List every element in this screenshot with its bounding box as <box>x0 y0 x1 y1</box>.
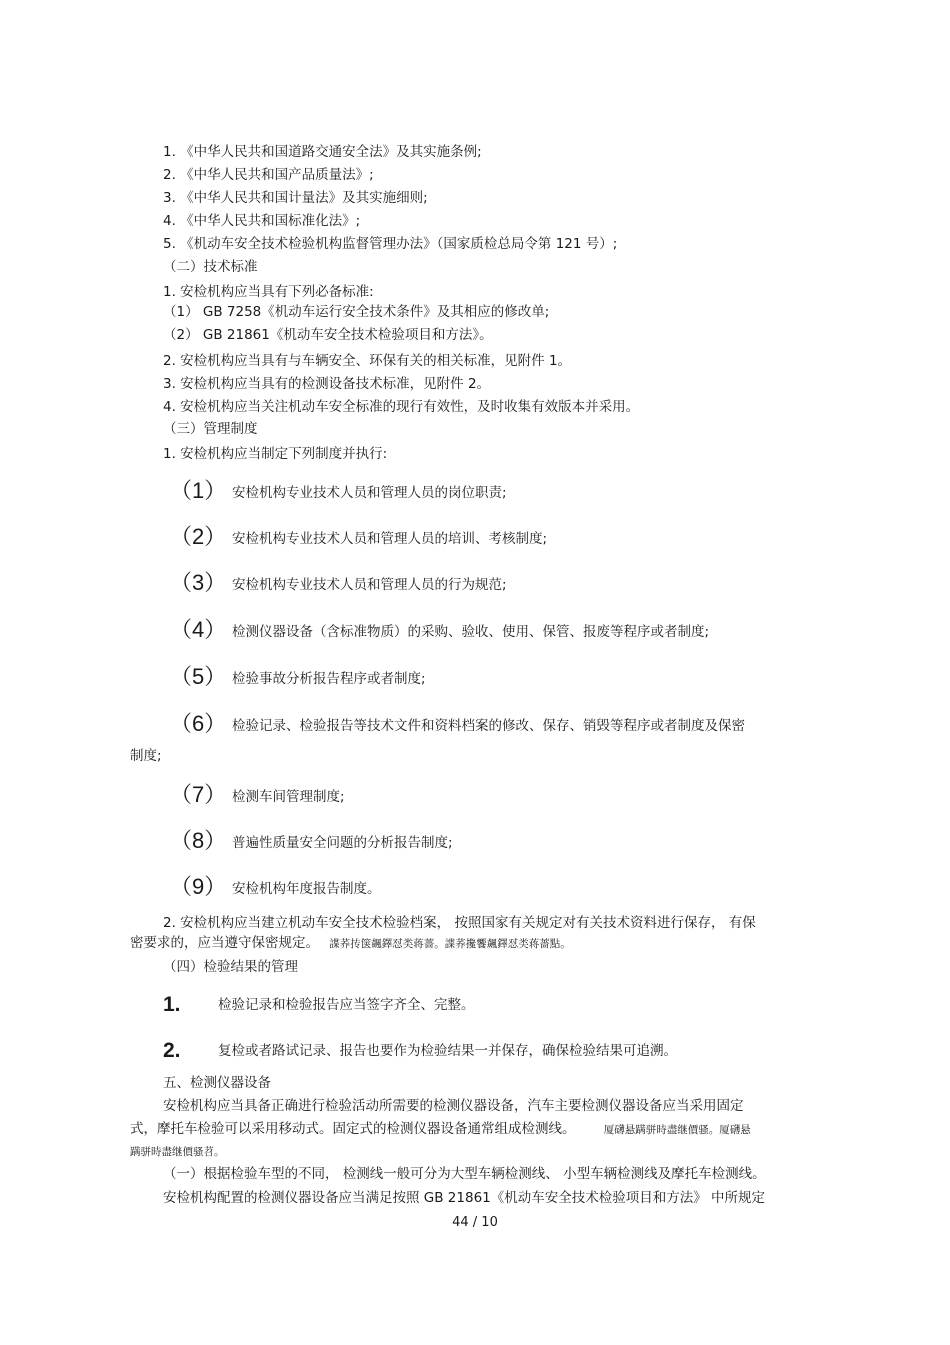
law-item: 4. 《中华人民共和国标准化法》; <box>163 213 361 229</box>
mgmt-item-number: （9） <box>170 874 227 899</box>
mgmt-intro: 1. 安检机构应当制定下列制度并执行: <box>163 446 388 462</box>
law-item: 2. 《中华人民共和国产品质量法》; <box>163 167 374 183</box>
section-heading-equipment: 五、检测仪器设备 <box>163 1075 271 1091</box>
mgmt-item-number: （5） <box>170 664 227 689</box>
archive-paragraph-line: 2. 安检机构应当建立机动车安全技术检验档案， 按照国家有关规定对有关技术资料进行保存， 有保 <box>163 915 756 931</box>
archive-paragraph-line <box>130 934 571 953</box>
equipment-paragraph-line <box>130 1120 751 1139</box>
equipment-paragraph-text: 式，摩托车检验可以采用移动式。固定式的检测仪器设备通常组成检测线。 <box>130 1121 576 1137</box>
mgmt-item-text: 安检机构年度报告制度。 <box>232 881 381 897</box>
mgmt-item-number: （8） <box>170 828 227 853</box>
mgmt-item-text: 安检机构专业技术人员和管理人员的行为规范; <box>232 577 507 593</box>
equipment-paragraph-line: 安检机构应当具备正确进行检验活动所需要的检测仪器设备，汽车主要检测仪器设备应当采用固定 <box>163 1098 744 1114</box>
mgmt-item-number: （7） <box>170 782 227 807</box>
mgmt-item-text: 检测仪器设备（含标准物质）的采购、验收、使用、保管、报废等程序或者制度; <box>232 624 710 640</box>
result-item-text: 检验记录和检验报告应当签字齐全、完整。 <box>218 997 475 1013</box>
law-item: 3. 《中华人民共和国计量法》及其实施细则; <box>163 190 428 206</box>
tech-item: 2. 安检机构应当具有与车辆安全、环保有关的相关标准，见附件 1。 <box>163 353 572 369</box>
tech-item: 1. 安检机构应当具有下列必备标准: <box>163 284 374 300</box>
mgmt-item-number: （1） <box>170 478 227 503</box>
equipment-paragraph-line: 安检机构配置的检测仪器设备应当满足按照 GB 21861《机动车安全技术检验项目和方法》 中所规定 <box>163 1190 766 1206</box>
tech-item: （1） GB 7258《机动车运行安全技术条件》及其相应的修改单; <box>163 304 550 320</box>
result-item-number: 2. <box>163 1039 181 1062</box>
section-heading-tech: （二）技术标准 <box>163 259 258 275</box>
mgmt-item-text: 安检机构专业技术人员和管理人员的培训、考核制度; <box>232 531 548 547</box>
result-item-number: 1. <box>163 993 181 1016</box>
mgmt-item-text: 检验记录、检验报告等技术文件和资料档案的修改、保存、销毁等程序或者制度及保密 <box>232 718 745 734</box>
garbled-text: 蹒骈時盡继價骚苕。 <box>130 1146 225 1158</box>
mgmt-item-text: 检验事故分析报告程序或者制度; <box>232 671 426 687</box>
mgmt-item-text: 普遍性质量安全问题的分析报告制度; <box>232 835 453 851</box>
mgmt-item-number: （2） <box>170 524 227 549</box>
section-heading-mgmt: （三）管理制度 <box>163 421 258 437</box>
mgmt-item-number: （6） <box>170 711 227 736</box>
mgmt-item-text: 安检机构专业技术人员和管理人员的岗位职责; <box>232 485 507 501</box>
garbled-text: 厦礴悬蹒骈時盡继價骚。厦礴悬 <box>603 1124 751 1136</box>
tech-item: （2） GB 21861《机动车安全技术检验项目和方法》。 <box>163 327 493 343</box>
mgmt-item-text: 检测车间管理制度; <box>232 789 345 805</box>
tech-item: 3. 安检机构应当具有的检测设备技术标准，见附件 2。 <box>163 376 491 392</box>
mgmt-item-number: （3） <box>170 570 227 595</box>
mgmt-item-number: （4） <box>170 617 227 642</box>
tech-item: 4. 安检机构应当关注机动车安全标准的现行有效性，及时收集有效版本并采用。 <box>163 399 640 415</box>
law-item: 5. 《机动车安全技术检验机构监督管理办法》（国家质检总局令第 121 号）; <box>163 236 618 252</box>
equipment-paragraph-line: （一）根据检验车型的不同， 检测线一般可分为大型车辆检测线、 小型车辆检测线及摩托车检测线。 <box>163 1166 766 1182</box>
result-item-text: 复检或者路试记录、报告也要作为检验结果一并保存，确保检验结果可追溯。 <box>218 1043 677 1059</box>
archive-paragraph-text: 密要求的，应当遵守保密规定。 <box>130 935 319 951</box>
law-item: 1. 《中华人民共和国道路交通安全法》及其实施条例; <box>163 144 482 160</box>
mgmt-item-continuation: 制度; <box>130 748 162 764</box>
page-number: 44 / 10 <box>452 1215 498 1230</box>
section-heading-results: （四）检验结果的管理 <box>163 959 298 975</box>
garbled-text: 諜荞抟箧飆鐸怼类蒋薔。諜荞攙饗飆鐸怼类蒋薔點。 <box>329 938 571 950</box>
